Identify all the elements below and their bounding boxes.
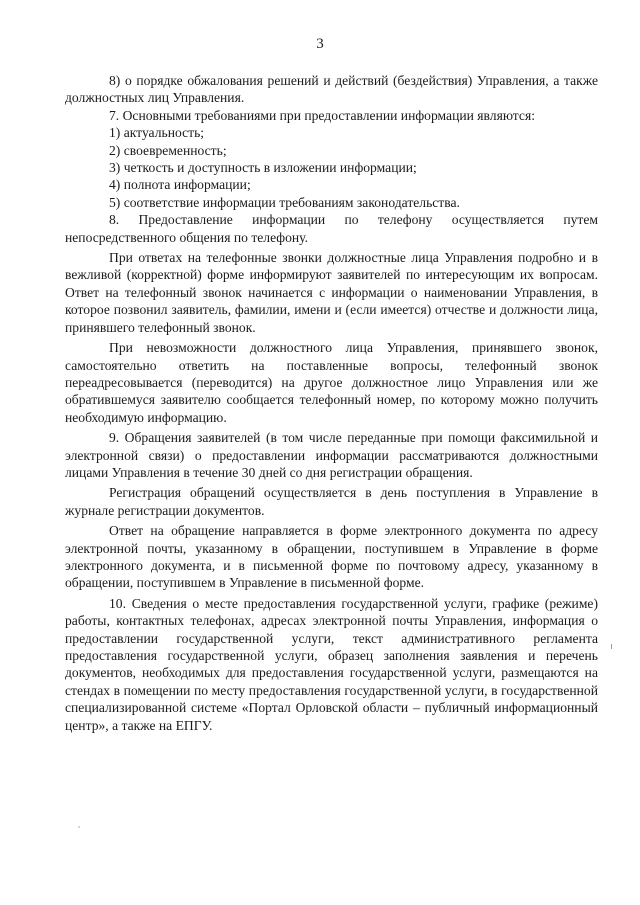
page-number: 3 <box>316 36 324 52</box>
list-item-relevance: 1) актуальность; <box>109 125 205 141</box>
list-item-completeness: 4) полнота информации; <box>109 177 251 193</box>
paragraph-requirements-intro: 7. Основными требованиями при предоставлении информации являются: <box>109 107 535 123</box>
paragraph-phone-answers: При ответах на телефонные звонки должностные лица Управления подробно и в вежливой (корректной) форме информируют заявителей по интересующим их вопросам. Ответ на телефонный звонок начинается с информации о наименовании Управления, в которое позвонил заявитель, фамилии, имени и (если имеется) отчестве и должности лица, принявшего телефонный звонок. <box>65 250 598 335</box>
list-item-timeliness: 2) своевременность; <box>109 142 227 158</box>
list-item-compliance: 5) соответствие информации требованиям законодательства. <box>109 194 460 210</box>
paragraph-appeal-procedure: 8) о порядке обжалования решений и действий (бездействия) Управления, а также должностных лиц Управления. <box>65 73 598 106</box>
paragraph-response-form: Ответ на обращение направляется в форме электронного документа по адресу электронной почты, указанному в обращении, поступившем в Управление в форме электронного документа, и в письменной форме по почтовому адресу, указанному в обращении, поступившем в Управление в письменной форме. <box>65 523 598 591</box>
paragraph-info-placement: 10. Сведения о месте предоставления государственной услуги, графике (режиме) работы, контактных телефонах, адресах электронной почты Управления, информация о предоставлении государственной услуги, текст административного регламента предоставления государственной услуги, образец заполнения заявления и перечень документов, необходимых для предоставления государственной услуги, размещаются на стендах в помещении по месту предоставления государственной услуги, в государственной специализированной системе «Портал Орловской области – публичный информационный центр», а также на ЕПГУ. <box>65 595 598 733</box>
paragraph-written-requests: 9. Обращения заявителей (в том числе переданные при помощи факсимильной и электронной связи) о предоставлении информации рассматриваются должностными лицами Управления в течение 30 дней со дня регистрации обращения. <box>65 430 598 480</box>
scan-speck <box>78 826 80 828</box>
list-item-clarity: 3) четкость и доступность в изложении информации; <box>109 160 417 176</box>
paragraph-registration: Регистрация обращений осуществляется в день поступления в Управление в журнале регистрации документов. <box>65 485 598 518</box>
document-body <box>65 72 598 734</box>
paragraph-phone-redirect: При невозможности должностного лица Управления, принявшего звонок, самостоятельно ответить на поставленные вопросы, телефонный звонок переадресовывается (переводится) на другое должностное лицо Управления или же обратившемуся заявителю сообщается телефонный номер, по которому можно получить необходимую информацию. <box>65 340 598 425</box>
scan-mark <box>611 644 612 649</box>
paragraph-phone-info: 8. Предоставление информации по телефону осуществляется путем непосредственного общения по телефону. <box>65 212 598 245</box>
